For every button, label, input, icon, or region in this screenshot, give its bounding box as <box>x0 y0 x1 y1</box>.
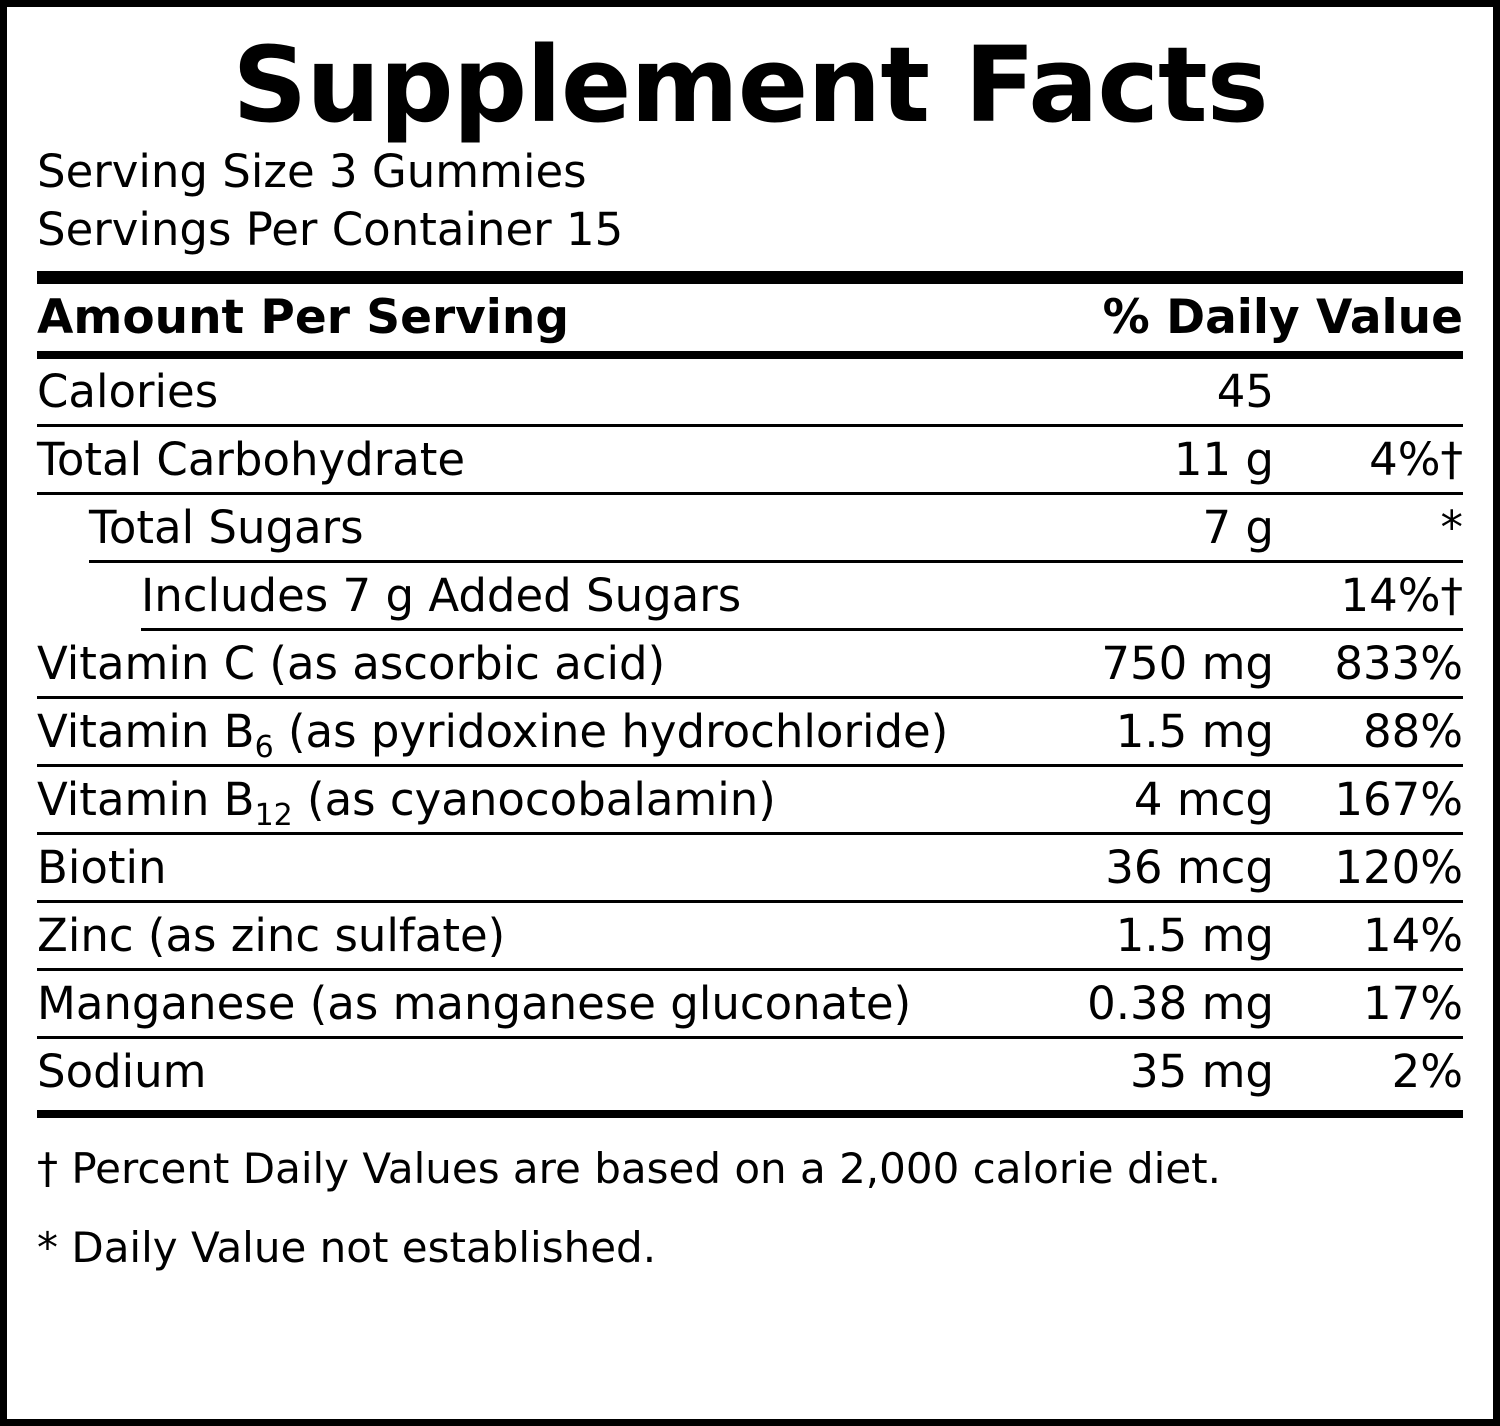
header-daily-value: % Daily Value <box>1102 290 1463 346</box>
nutrient-dv: 14% <box>1362 909 1463 963</box>
nutrient-name: Zinc (as zinc sulfate) <box>37 909 506 963</box>
nutrient-amount: 35 mg <box>1130 1045 1274 1099</box>
table-row <box>37 1039 1463 1104</box>
footnote-not-established: * Daily Value not established. <box>37 1223 657 1273</box>
table-row <box>37 427 1463 492</box>
nutrient-dv: 4%† <box>1369 433 1463 487</box>
nutrient-amount: 36 mcg <box>1105 841 1274 895</box>
nutrient-name: Biotin <box>37 841 167 895</box>
table-row <box>37 971 1463 1036</box>
table-row <box>37 359 1463 424</box>
header-amount-per-serving: Amount Per Serving <box>37 290 570 346</box>
nutrient-amount: 7 g <box>1202 501 1274 555</box>
page-title: Supplement Facts <box>232 24 1268 146</box>
serving-size: Serving Size 3 Gummies <box>37 145 587 198</box>
nutrient-dv: 833% <box>1334 637 1463 691</box>
table-header <box>37 284 1463 351</box>
nutrient-dv: 88% <box>1362 705 1463 759</box>
nutrient-name: Total Carbohydrate <box>37 433 466 487</box>
nutrient-amount: 11 g <box>1173 433 1274 487</box>
nutrient-name-subscript: 6 <box>254 730 274 766</box>
nutrient-dv: 17% <box>1362 977 1463 1031</box>
nutrient-amount: 1.5 mg <box>1115 909 1274 963</box>
table-row <box>37 699 1463 764</box>
nutrient-amount: 0.38 mg <box>1087 977 1274 1031</box>
nutrient-name-prefix: Vitamin B <box>37 705 255 759</box>
nutrient-name-suffix: (as pyridoxine hydrochloride) <box>273 705 949 759</box>
nutrient-amount: 4 mcg <box>1133 773 1274 827</box>
nutrient-name: Sodium <box>37 1045 207 1099</box>
nutrient-dv: 167% <box>1334 773 1463 827</box>
nutrient-name: Calories <box>37 365 219 419</box>
table-row <box>37 835 1463 900</box>
divider-medium-bottom <box>37 1110 1463 1118</box>
nutrient-name-suffix: (as cyanocobalamin) <box>292 773 776 827</box>
nutrient-name: Total Sugars <box>89 501 364 555</box>
nutrient-amount: 45 <box>1216 365 1274 419</box>
servings-per-container: Servings Per Container 15 <box>37 202 624 256</box>
nutrient-name <box>37 705 1024 766</box>
table-row <box>37 903 1463 968</box>
nutrient-name: Includes 7 g Added Sugars <box>141 569 742 623</box>
nutrient-dv: * <box>1440 501 1463 555</box>
table-row <box>37 495 1463 560</box>
table-row <box>37 631 1463 696</box>
footnotes <box>37 1136 1463 1280</box>
table-row <box>37 767 1463 832</box>
nutrient-name-subscript: 12 <box>254 798 293 834</box>
divider-medium-header <box>37 351 1463 359</box>
nutrient-name <box>37 773 1024 834</box>
nutrient-name-prefix: Vitamin B <box>37 773 255 827</box>
nutrient-dv: 120% <box>1334 841 1463 895</box>
nutrient-amount: 1.5 mg <box>1115 705 1274 759</box>
nutrient-amount: 750 mg <box>1101 637 1274 691</box>
nutrient-name: Manganese (as manganese gluconate) <box>37 977 912 1031</box>
nutrient-dv: 2% <box>1391 1045 1463 1099</box>
footnote-daily-values: † Percent Daily Values are based on a 2,000 calorie diet. <box>37 1144 1221 1194</box>
divider-thick-top <box>37 271 1463 284</box>
table-row <box>37 563 1463 628</box>
nutrient-name: Vitamin C (as ascorbic acid) <box>37 637 666 691</box>
nutrient-dv: 14%† <box>1340 569 1463 623</box>
